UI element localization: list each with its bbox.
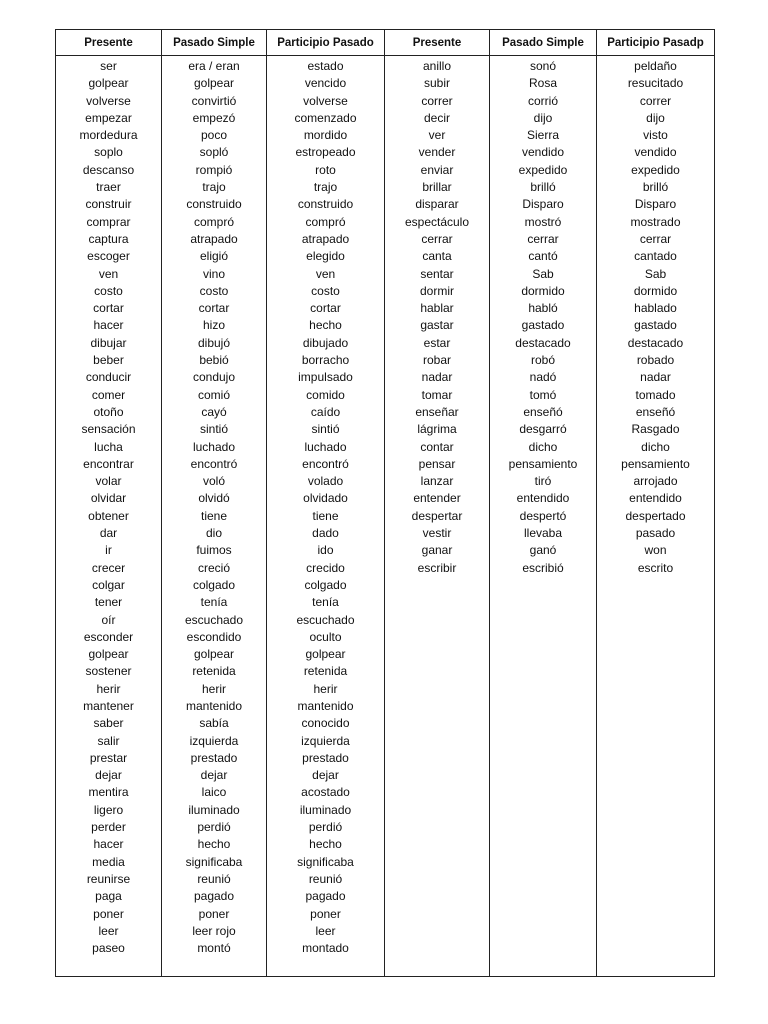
verb-cell: hablar xyxy=(420,301,454,316)
verb-cell: paga xyxy=(95,889,122,904)
verb-cell: cortar xyxy=(93,301,124,316)
verb-cell: Sab xyxy=(532,266,554,281)
verb-cell: hecho xyxy=(309,837,342,852)
verb-cell: tiene xyxy=(312,508,339,523)
verb-cell: poner xyxy=(93,906,124,921)
verb-cell: tenía xyxy=(200,595,228,610)
verb-cell: despertó xyxy=(519,508,567,523)
verb-cell: cortar xyxy=(198,301,230,316)
verb-cell: olvidado xyxy=(303,491,348,506)
verb-cell: obtener xyxy=(88,508,129,523)
verb-cell: dijo xyxy=(646,110,665,125)
verb-table xyxy=(55,29,715,977)
column-presente-1 xyxy=(56,56,162,977)
column-pasado-simple-2 xyxy=(490,56,597,977)
verb-cell: encontrar xyxy=(83,456,134,471)
verb-cell: leer xyxy=(98,923,119,938)
verb-cell: arrojado xyxy=(633,474,678,489)
verb-cell: comer xyxy=(91,387,126,402)
verb-cell: captura xyxy=(88,231,129,246)
verb-cell: dejar xyxy=(200,768,228,783)
verb-cell: reunió xyxy=(197,871,231,886)
verb-cell: hacer xyxy=(93,318,124,333)
verb-cell: descanso xyxy=(82,162,135,177)
verb-cell: poner xyxy=(198,906,230,921)
verb-cell: perdió xyxy=(308,820,343,835)
verb-cell: acostado xyxy=(301,785,350,800)
verb-cell: mostró xyxy=(524,214,562,229)
verb-cell: cerrar xyxy=(527,231,559,246)
verb-cell: otoño xyxy=(93,404,124,419)
verb-cell: rompió xyxy=(195,162,233,177)
verb-cell: vendido xyxy=(634,145,677,160)
verb-cell: disparar xyxy=(415,197,459,212)
verb-cell: dar xyxy=(99,526,118,541)
verb-cell: olvidar xyxy=(90,491,127,506)
verb-cell: ser xyxy=(100,59,117,73)
verb-cell: Rasgado xyxy=(631,422,680,437)
verb-cell: hecho xyxy=(309,318,342,333)
verb-cell: visto xyxy=(643,128,668,143)
verb-cell: iluminado xyxy=(188,802,240,817)
verb-cell: Rosa xyxy=(528,76,557,91)
verb-cell: comido xyxy=(306,387,345,402)
verb-cell: soplo xyxy=(94,145,123,160)
verb-cell: despertar xyxy=(411,508,463,523)
column-participio-pasado-1 xyxy=(267,56,385,977)
verb-cell: hablado xyxy=(634,301,677,316)
verb-cell: hacer xyxy=(93,837,124,852)
verb-cell: herir xyxy=(96,681,121,696)
verb-cell: caído xyxy=(310,404,341,419)
verb-cell: decir xyxy=(423,110,450,125)
verb-cell: ven xyxy=(98,266,119,281)
verb-cell: resucitado xyxy=(627,76,684,91)
verb-cell: izquierda xyxy=(301,733,350,748)
verb-cell: dibujado xyxy=(302,335,349,350)
verb-cell: sostener xyxy=(85,664,132,679)
verb-cell: empezó xyxy=(192,110,236,125)
verb-cell: sensación xyxy=(81,422,136,437)
verb-cell: trajo xyxy=(202,180,226,195)
verb-cell: colgar xyxy=(92,577,125,592)
verb-cell: encontró xyxy=(190,456,238,471)
verb-cell: dormido xyxy=(633,283,678,298)
verb-cell: construir xyxy=(85,197,132,212)
verb-cell: mordido xyxy=(303,128,348,143)
verb-cell: leer xyxy=(315,923,336,938)
verb-cell: construido xyxy=(297,197,354,212)
verb-cell: traer xyxy=(96,180,121,195)
verb-cell: colgado xyxy=(192,577,236,592)
verb-cell: comenzado xyxy=(294,110,357,125)
verb-cell: olvidó xyxy=(198,491,230,506)
verb-cell: destacado xyxy=(515,335,571,350)
verb-cell: oír xyxy=(101,612,116,627)
verb-cell: llevaba xyxy=(523,526,563,541)
verb-cell: lanzar xyxy=(420,474,454,489)
verb-cell: eligió xyxy=(199,249,229,264)
verb-cell: prestar xyxy=(89,750,128,765)
verb-cell: tomó xyxy=(529,387,557,402)
header-row xyxy=(56,30,715,56)
verb-cell: dormir xyxy=(419,283,454,298)
verb-cell: perdió xyxy=(197,820,231,835)
verb-cell: Disparo xyxy=(522,197,564,212)
verb-cell: paseo xyxy=(92,941,125,956)
verb-cell: escoger xyxy=(87,249,130,264)
verb-cell: corrió xyxy=(527,93,558,108)
verb-cell: escrito xyxy=(637,560,674,575)
verb-cell: enseñó xyxy=(635,404,676,419)
verb-cell: Sab xyxy=(644,266,667,281)
verb-cell: golpear xyxy=(88,647,129,662)
verb-cell: colgado xyxy=(304,577,347,592)
verb-cell: vino xyxy=(202,266,225,281)
verb-cell: dijo xyxy=(533,110,553,125)
verb-cell: nadó xyxy=(529,370,557,385)
verb-cell: reunirse xyxy=(86,871,131,886)
verb-cell: ver xyxy=(428,128,446,143)
verb-cell: herir xyxy=(201,681,226,696)
header-pasado-simple-1: Pasado Simple xyxy=(162,30,267,56)
verb-cell: escribió xyxy=(522,560,564,575)
verb-cell: costo xyxy=(94,283,123,298)
verb-cell: borracho xyxy=(301,353,350,368)
verb-cell: pensamiento xyxy=(508,456,578,471)
verb-cell: trajo xyxy=(313,180,338,195)
verb-cell: lágrima xyxy=(417,422,457,437)
verb-cell: encontró xyxy=(302,456,349,471)
verb-cell: herir xyxy=(313,681,338,696)
verb-cell: enseñó xyxy=(523,404,563,419)
verb-cell: dio xyxy=(205,526,222,541)
verb-cell: volado xyxy=(307,474,344,489)
verb-cell: era / eran xyxy=(188,59,240,73)
verb-cell: golpear xyxy=(193,76,235,91)
verb-cell: mentira xyxy=(88,785,129,800)
verb-cell: esconder xyxy=(83,629,134,644)
verb-cell: crecer xyxy=(91,560,126,575)
verb-cell: ir xyxy=(105,543,112,558)
verb-cell: sentar xyxy=(420,266,454,281)
verb-cell: prestado xyxy=(190,750,238,765)
verb-cell: expedido xyxy=(631,162,680,177)
verb-cell: pasado xyxy=(635,526,676,541)
verb-cell: tiró xyxy=(534,474,552,489)
verb-cell: montado xyxy=(302,941,349,956)
verb-cell: dicho xyxy=(641,439,670,454)
verb-cell: subir xyxy=(423,76,450,91)
verb-cell: construido xyxy=(186,197,242,212)
verb-cell: dejar xyxy=(95,768,122,783)
verb-cell: costo xyxy=(199,283,229,298)
verb-cell: conocido xyxy=(301,716,350,731)
verb-cell: pagado xyxy=(305,889,346,904)
verb-cell: desgarró xyxy=(519,422,567,437)
verb-cell: impulsado xyxy=(298,370,353,385)
verb-cell: pagado xyxy=(193,889,235,904)
verb-cell: enseñar xyxy=(415,404,459,419)
verb-cell: robó xyxy=(530,353,556,368)
verb-cell: ven xyxy=(315,266,336,281)
verb-cell: roto xyxy=(315,162,336,177)
verb-cell: mantenido xyxy=(297,698,354,713)
verb-cell: sintió xyxy=(199,422,228,437)
verb-cell: laico xyxy=(201,785,227,800)
header-presente-1: Presente xyxy=(56,30,162,56)
verb-cell: tomar xyxy=(421,387,453,402)
verb-cell: perder xyxy=(91,820,126,835)
verb-cell: nadar xyxy=(421,370,453,385)
verb-cell: elegido xyxy=(306,249,345,264)
verb-cell: volar xyxy=(95,474,122,489)
verb-cell: volverse xyxy=(303,93,348,108)
verb-cell: estar xyxy=(423,335,451,350)
verb-cell: sabía xyxy=(199,716,229,731)
verb-cell: saber xyxy=(93,716,124,731)
header-presente-2: Presente xyxy=(385,30,490,56)
verb-cell: won xyxy=(644,543,667,558)
verb-cell: escribir xyxy=(417,560,457,575)
verb-cell: gastar xyxy=(420,318,454,333)
verb-cell: montó xyxy=(197,941,231,956)
verb-cell: vestir xyxy=(422,526,452,541)
verb-cell: espectáculo xyxy=(404,214,470,229)
verb-cell: expedido xyxy=(518,162,568,177)
verb-cell: enviar xyxy=(420,162,454,177)
verb-cell: habló xyxy=(528,301,558,316)
verb-cell: cerrar xyxy=(421,231,453,246)
verb-cell: correr xyxy=(639,93,672,108)
verb-cell: robar xyxy=(422,353,451,368)
verb-cell: hizo xyxy=(202,318,225,333)
verb-cell: dibujar xyxy=(90,335,127,350)
verb-cell: fuimos xyxy=(196,543,232,558)
verb-cell: leer rojo xyxy=(192,923,236,938)
column-pasado-simple-1 xyxy=(162,56,267,977)
verb-cell: contar xyxy=(420,439,454,454)
verb-cell: poner xyxy=(310,906,341,921)
verb-cell: dado xyxy=(312,526,339,541)
verb-cell: dejar xyxy=(312,768,339,783)
verb-cell: despertado xyxy=(625,508,686,523)
verb-cell: Sierra xyxy=(526,128,559,143)
verb-cell: costo xyxy=(311,283,340,298)
verb-cell: compró xyxy=(305,214,346,229)
verb-cell: ligero xyxy=(93,802,124,817)
verb-cell: convirtió xyxy=(191,93,237,108)
verb-cell: volverse xyxy=(86,93,131,108)
verb-cell: oculto xyxy=(309,629,342,644)
verb-cell: peldaño xyxy=(634,59,677,73)
verb-cell: ganó xyxy=(529,543,557,558)
verb-cell: significaba xyxy=(297,854,354,869)
verb-cell: cayó xyxy=(201,404,227,419)
verb-cell: gastado xyxy=(634,318,677,333)
verb-cell: media xyxy=(92,854,125,869)
verb-cell: estropeado xyxy=(295,145,356,160)
verb-cell: brillar xyxy=(422,180,452,195)
verb-cell: dicho xyxy=(528,439,558,454)
verb-cell: salir xyxy=(97,733,120,748)
verb-cell: entender xyxy=(413,491,461,506)
verb-cell: compró xyxy=(193,214,234,229)
verb-cell: retenida xyxy=(303,664,348,679)
header-pasado-simple-2: Pasado Simple xyxy=(490,30,597,56)
verb-cell: brilló xyxy=(530,180,556,195)
verb-cell: crecido xyxy=(306,560,345,575)
verb-cell: entendido xyxy=(516,491,570,506)
verb-cell: significaba xyxy=(185,854,243,869)
verb-cell: cortar xyxy=(310,301,341,316)
verb-cell: sonó xyxy=(529,59,557,73)
verb-cell: sintió xyxy=(311,422,340,437)
verb-cell: prestado xyxy=(302,750,349,765)
verb-cell: golpear xyxy=(88,76,129,91)
verb-cell: ido xyxy=(317,543,334,558)
verb-cell: pensamiento xyxy=(621,456,690,471)
verb-cell: pensar xyxy=(418,456,456,471)
verb-cell: comprar xyxy=(86,214,131,229)
verb-cell: luchado xyxy=(304,439,347,454)
verb-cell: tenía xyxy=(312,595,339,610)
verb-cell: vencido xyxy=(304,76,347,91)
verb-cell: luchado xyxy=(192,439,236,454)
verb-cell: atrapado xyxy=(301,231,350,246)
verb-cell: canta xyxy=(422,249,452,264)
verb-cell: voló xyxy=(202,474,225,489)
verb-cell: creció xyxy=(197,560,230,575)
verb-cell: sopló xyxy=(199,145,229,160)
verb-cell: hecho xyxy=(197,837,231,852)
header-participio-pasado-2: Participio Pasadp xyxy=(597,30,715,56)
verb-cell: reunió xyxy=(308,871,343,886)
verb-cell: cerrar xyxy=(639,231,672,246)
verb-cell: escondido xyxy=(186,629,242,644)
verb-cell: Disparo xyxy=(634,197,677,212)
verb-cell: cantado xyxy=(634,249,677,264)
verb-cell: bebió xyxy=(199,353,229,368)
verb-cell: lucha xyxy=(94,439,123,454)
verb-cell: ganar xyxy=(421,543,453,558)
verb-cell: gastado xyxy=(521,318,565,333)
verb-cell: cantó xyxy=(528,249,558,264)
verb-cell: dormido xyxy=(521,283,565,298)
verb-cell: golpear xyxy=(193,647,235,662)
verb-cell: vendido xyxy=(521,145,565,160)
verb-cell: nadar xyxy=(640,370,671,385)
verb-cell: atrapado xyxy=(190,231,238,246)
header-participio-pasado-1: Participio Pasado xyxy=(267,30,385,56)
verb-cell: anillo xyxy=(422,59,452,73)
verb-cell: izquierda xyxy=(189,733,239,748)
column-participio-pasado-2 xyxy=(597,56,715,977)
verb-cell: mantener xyxy=(83,698,134,713)
verb-cell: tomado xyxy=(635,387,676,402)
verb-cell: mostrado xyxy=(630,214,681,229)
verb-cell: brilló xyxy=(642,180,669,195)
verb-cell: beber xyxy=(93,353,124,368)
verb-cell: mantenido xyxy=(185,698,243,713)
verb-cell: vender xyxy=(418,145,456,160)
column-presente-2 xyxy=(385,56,490,977)
verb-cell: estado xyxy=(307,59,344,73)
verb-cell: comió xyxy=(197,387,230,402)
verb-cell: golpear xyxy=(305,647,346,662)
verb-cell: condujo xyxy=(192,370,236,385)
verb-cell: correr xyxy=(421,93,453,108)
verb-cell: poco xyxy=(200,128,228,143)
verb-cell: destacado xyxy=(627,335,684,350)
verb-cell: robado xyxy=(636,353,675,368)
verb-cell: escuchado xyxy=(296,612,355,627)
verb-cell: retenida xyxy=(192,664,236,679)
body-row xyxy=(56,56,715,977)
verb-cell: escuchado xyxy=(184,612,244,627)
verb-cell: tiene xyxy=(200,508,228,523)
verb-cell: mordedura xyxy=(79,128,138,143)
verb-cell: iluminado xyxy=(299,802,352,817)
verb-cell: tener xyxy=(94,595,123,610)
verb-cell: conducir xyxy=(85,370,132,385)
verb-cell: empezar xyxy=(85,110,132,125)
verb-cell: entendido xyxy=(629,491,682,506)
verb-cell: dibujó xyxy=(197,335,231,350)
